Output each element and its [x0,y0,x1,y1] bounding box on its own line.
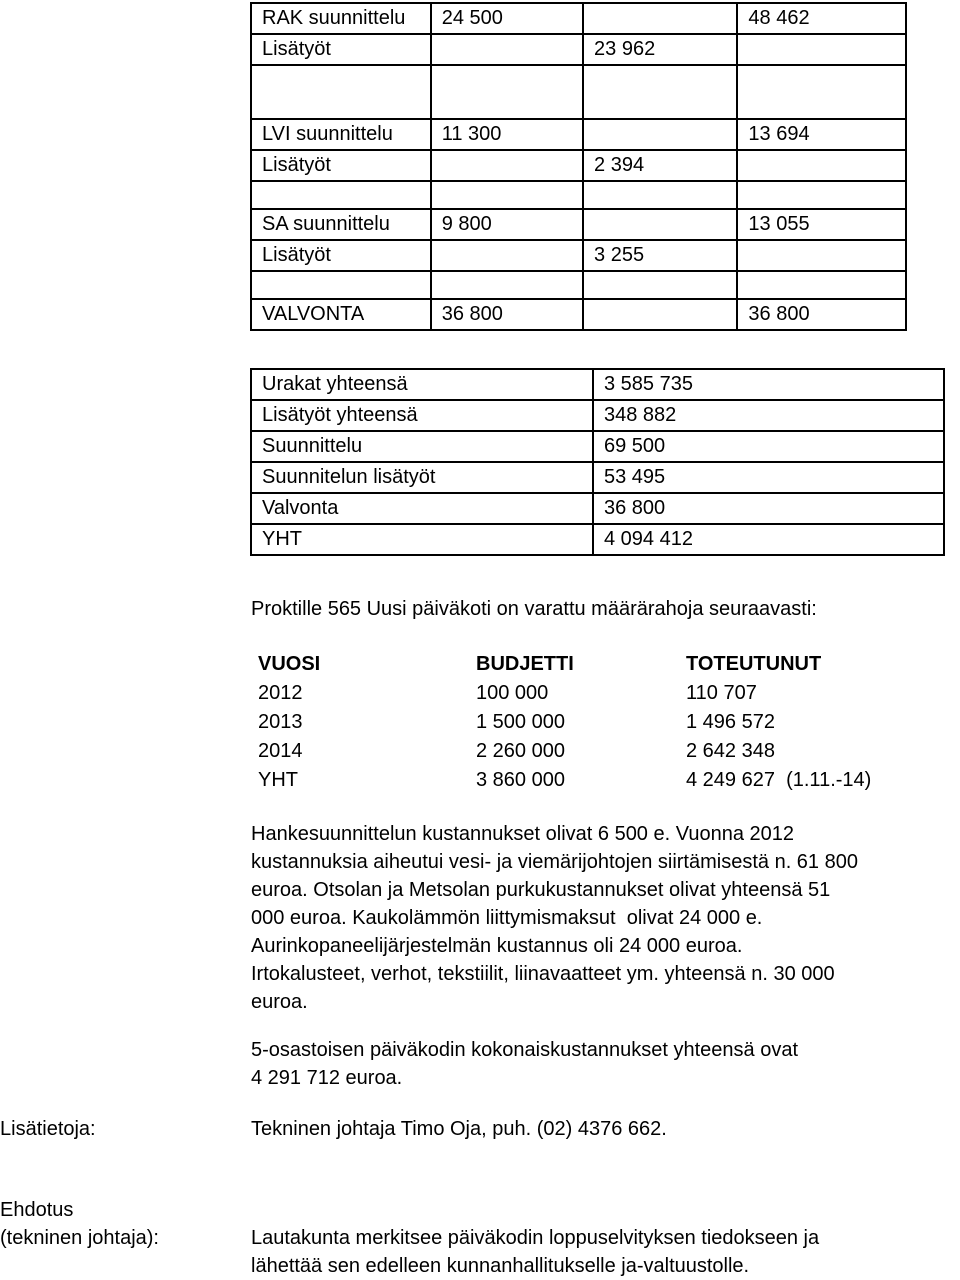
table-row [251,493,944,524]
table-cell [737,150,906,181]
table-cell: 53 495 [593,462,944,493]
table-row [251,369,944,400]
proposal-text-line: lähettää sen edelleen kunnanhallitukselle ja-valtuustolle. [251,1255,750,1277]
table-cell: 2014 [258,740,303,762]
table-cell: Lisätyöt [251,240,431,271]
table-cell: 100 000 [476,682,549,704]
column-header: TOTEUTUNUT [686,653,822,675]
table-cell: 9 800 [431,209,583,240]
table-row [258,737,871,766]
proposal-text [251,1224,819,1280]
column-header: VUOSI [258,653,321,675]
table-cell [431,150,583,181]
table-cell [583,299,737,330]
paragraph-line: Aurinkopaneelijärjestelmän kustannus oli 24 000 euroa. [251,935,743,957]
paragraph-line: Hankesuunnittelun kustannukset olivat 6 500 e. Vuonna 2012 [251,823,794,845]
table-cell [431,240,583,271]
table-cell [431,34,583,65]
column-header: BUDJETTI [476,653,574,675]
table-cell: 2 260 000 [476,740,565,762]
table-row [251,400,944,431]
summary-table [250,368,945,556]
total-paragraph [251,1036,798,1092]
table-cell: 3 585 735 [593,369,944,400]
table-cell [583,119,737,150]
table-row [251,209,906,240]
table-cell: Suunnittelu [251,431,593,462]
proposal-label-line: (tekninen johtaja): [0,1227,159,1249]
table-row [251,299,906,330]
table-cell: Lisätyöt [251,150,431,181]
appropriations-table [258,650,871,795]
table-cell: 4 094 412 [593,524,944,555]
table-cell: 2 394 [583,150,737,181]
info-contact: Tekninen johtaja Timo Oja, puh. (02) 4376 662. [251,1118,667,1140]
table-row [258,708,871,737]
table-cell: 2012 [258,682,303,704]
table-row [251,3,906,34]
design-costs-table [250,2,907,331]
table-cell: 69 500 [593,431,944,462]
table-row [251,524,944,555]
paragraph-line: 5-osastoisen päiväkodin kokonaiskustannukset yhteensä ovat [251,1039,799,1061]
paragraph-line: 4 291 712 euroa. [251,1067,403,1089]
table-row [251,240,906,271]
table-cell: 11 300 [431,119,583,150]
proposal-label [0,1196,159,1252]
table-cell [737,240,906,271]
table-cell: 24 500 [431,3,583,34]
table-cell: 48 462 [737,3,906,34]
table-cell: SA suunnittelu [251,209,431,240]
table-cell: 36 800 [593,493,944,524]
cost-paragraph [251,820,858,1016]
table-cell: 23 962 [583,34,737,65]
table-header-row [258,650,871,679]
table-row-blank [251,271,906,299]
proposal-label-line: Ehdotus [0,1199,74,1221]
table-cell: Valvonta [251,493,593,524]
table-cell: 3 860 000 [476,769,565,791]
table-cell: 36 800 [737,299,906,330]
table-cell: LVI suunnittelu [251,119,431,150]
table-cell: Lisätyöt yhteensä [251,400,593,431]
table-cell: 13 694 [737,119,906,150]
table-cell [583,209,737,240]
project-intro: Proktille 565 Uusi päiväkoti on varattu määrärahoja seuraavasti: [251,598,817,620]
proposal-text-line: Lautakunta merkitsee päiväkodin loppuselvityksen tiedokseen ja [251,1227,820,1249]
table-cell: 1 496 572 [686,711,775,733]
table-row [251,431,944,462]
table-row-blank [251,65,906,119]
table-cell: 110 707 [686,682,757,704]
table-cell: Urakat yhteensä [251,369,593,400]
paragraph-line: euroa. [251,991,308,1013]
table-cell: RAK suunnittelu [251,3,431,34]
table-cell: VALVONTA [251,299,431,330]
table-cell [737,34,906,65]
table-cell: 36 800 [431,299,583,330]
table-cell: 13 055 [737,209,906,240]
table-row [251,119,906,150]
table-cell: 3 255 [583,240,737,271]
paragraph-line: euroa. Otsolan ja Metsolan purkukustannukset olivat yhteensä 51 [251,879,831,901]
table-cell: Lisätyöt [251,34,431,65]
table-cell: 1 500 000 [476,711,565,733]
info-label: Lisätietoja: [0,1118,96,1140]
table-cell: 2 642 348 [686,740,775,762]
table-cell: YHT [258,769,298,791]
table-row [251,34,906,65]
table-cell: 4 249 627 (1.11.-14) [686,769,872,791]
table-cell: 2013 [258,711,303,733]
table-row [251,462,944,493]
paragraph-line: 000 euroa. Kaukolämmön liittymismaksut olivat 24 000 e. [251,907,763,929]
table-cell [583,3,737,34]
table-cell: 348 882 [593,400,944,431]
table-row [258,679,871,708]
paragraph-line: kustannuksia aiheutui vesi- ja viemärijohtojen siirtämisestä n. 61 800 [251,851,858,873]
table-cell: Suunnitelun lisätyöt [251,462,593,493]
paragraph-line: Irtokalusteet, verhot, tekstiilit, liinavaatteet ym. yhteensä n. 30 000 [251,963,835,985]
table-row [251,150,906,181]
table-row-blank [251,181,906,209]
table-cell: YHT [251,524,593,555]
table-row [258,766,871,795]
